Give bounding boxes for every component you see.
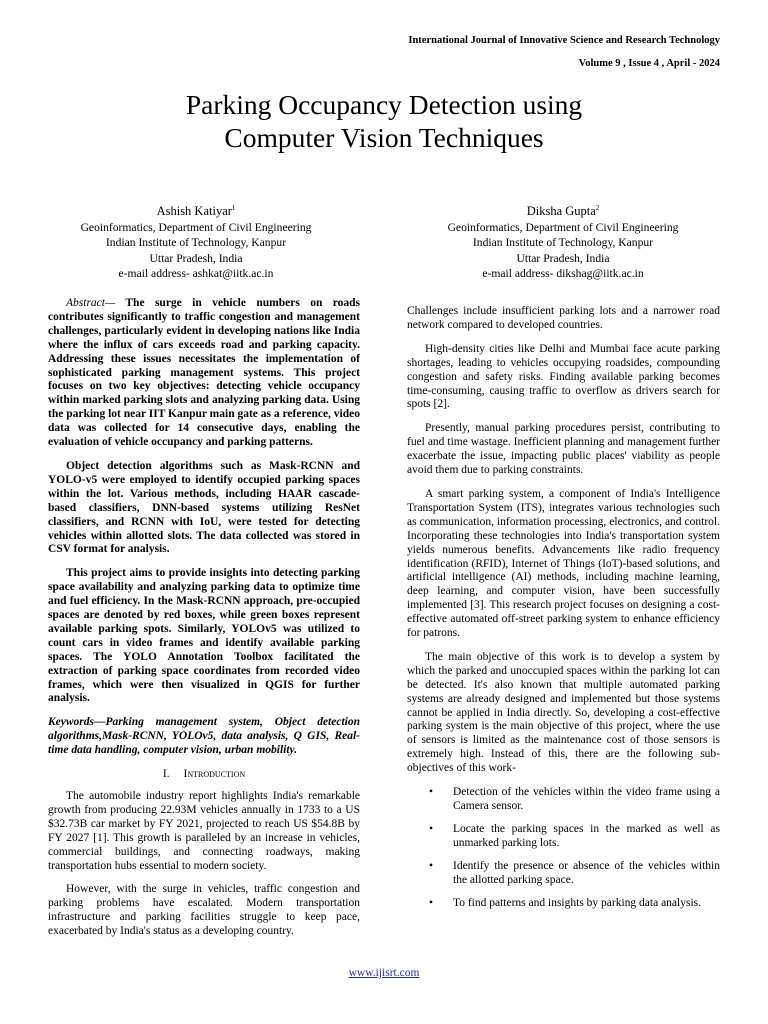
bullet-icon: •	[429, 859, 434, 872]
list-item	[407, 823, 720, 851]
bullet-icon: •	[429, 822, 434, 835]
author-name-text: Ashish Katiyar	[156, 204, 232, 218]
list-item-text: Locate the parking spaces in the marked as well as unmarked parking lots.	[453, 822, 720, 849]
keywords	[48, 716, 360, 758]
abstract-label: Abstract—	[66, 297, 116, 309]
abstract-paragraph-3: This project aims to provide insights into detecting parking space availability and analyzing parking data to optimize time and fuel efficiency. In the Mask-RCNN approach, pre-occupied spaces are denoted by red boxes, while green boxes represent available parking spots. Similarly, YOLOv5 was utilized to count cars in video frames and identify available parking spaces. The YOLO Annotation Toolbox facilitated the extraction of parking space coordinates from recorded video frames, which were then visualized in QGIS for further analysis.	[48, 567, 360, 705]
body-paragraph-3: A smart parking system, a component of India's Intelligence Transportation System (ITS), integrates various technologies such as communication, information processing, electronics, and control. Incorporating these technologies into India's transportation system yields numerous benefits. Advancements like radio frequency identification (RFID), Internet of Things (IoT)-based solutions, and artificial intelligence (AI) methods, including machine learning, deep learning, and computer vision, have been successfully implemented [3]. This research project focuses on designing a cost-effective automated off-street parking system to enhance efficiency for patrons.	[407, 487, 720, 640]
author-name	[48, 204, 344, 220]
intro-paragraph-1: The automobile industry report highlights India's remarkable growth from producing 22.93M vehicles annually in 1733 to a US $32.73B car market by FY 2021, projected to reach US $54.8B by FY 2027 [1]. This growth is paralleled by an increase in vehicles, commercial buildings, and connecting roadways, making transportation hubs essential to modern society.	[48, 790, 360, 872]
abstract-paragraph-2: Object detection algorithms such as Mask-RCNN and YOLO-v5 were employed to identify occupied parking spaces within the lot. Various methods, including HAAR cascade-based classifiers, DNN-based systems utilizing ResNet classifiers, and RCNN with IoU, were tested for detecting vehicles within allotted slots. The data collected was stored in CSV format for analysis.	[48, 459, 360, 556]
intro-paragraph-2: However, with the surge in vehicles, traffic congestion and parking problems have escalated. Modern transportation infrastructure and parking facilities struggle to keep pace, exacerbated by India's status as a developing country.	[48, 883, 360, 938]
left-column	[48, 297, 360, 949]
author-institute: Indian Institute of Technology, Kanpur	[472, 236, 654, 249]
author-institute: Indian Institute of Technology, Kanpur	[105, 236, 287, 249]
list-item-text: Identify the presence or absence of the vehicles within the allotted parking space.	[453, 859, 720, 886]
keywords-text: Parking management system, Object detection algorithms,Mask-RCNN, YOLOv5, data analysis, Q GIS, Real-time data handling, computer vision, urban mobility.	[48, 716, 360, 757]
author-superscript: 2	[595, 203, 600, 212]
section-number: I.	[162, 768, 170, 781]
section-title: Introduction	[183, 768, 246, 781]
list-item	[407, 860, 720, 888]
list-item	[407, 897, 720, 911]
volume-issue: Volume 9 , Issue 4 , April - 2024	[578, 58, 720, 69]
author-department: Geoinformatics, Department of Civil Engineering	[80, 220, 312, 234]
body-paragraph-2: Presently, manual parking procedures persist, contributing to fuel and time wastage. Inefficient planning and management further exacerbate the issue, impacting public places' viability as people avoid them due to parking constraints.	[407, 422, 720, 477]
author-superscript: 1	[231, 203, 236, 212]
bullet-icon: •	[429, 786, 434, 799]
author-block-2	[398, 204, 728, 282]
list-item-text: To find patterns and insights by parking data analysis.	[453, 896, 701, 909]
author-department: Geoinformatics, Department of Civil Engineering	[447, 220, 679, 234]
journal-website-link[interactable]: www.ijisrt.com	[348, 967, 420, 979]
author-name-text: Diksha Gupta	[526, 204, 596, 218]
paper-title-line1: Parking Occupancy Detection using	[185, 89, 583, 120]
journal-name: International Journal of Innovative Science and Research Technology	[408, 35, 720, 46]
page-footer	[0, 967, 768, 979]
author-email: e-mail address- ashkat@iitk.ac.in	[118, 267, 274, 280]
section-heading-introduction	[48, 768, 360, 782]
keywords-label: Keywords—	[48, 716, 106, 729]
paper-title-line2: Computer Vision Techniques	[224, 122, 544, 153]
right-column	[407, 305, 720, 919]
author-location: Uttar Pradesh, India	[516, 251, 610, 265]
body-paragraph-0: Challenges include insufficient parking lots and a narrower road network compared to developed countries.	[407, 305, 720, 331]
list-item	[407, 786, 720, 814]
author-email: e-mail address- dikshag@iitk.ac.in	[482, 267, 644, 280]
objectives-list	[407, 786, 720, 910]
author-location: Uttar Pradesh, India	[149, 251, 243, 265]
abstract-text: The surge in vehicle numbers on roads contributes significantly to traffic congestion and management challenges, particularly evident in developing nations like India where the influx of cars exceeds road and parking capacity. Addressing these issues necessitates the implementation of sophisticated parking management systems. This project focuses on two key objectives: detecting vehicle occupancy within marked parking slots and analyzing parking data. Using the parking lot near IIT Kanpur main gate as a reference, video data was collected for 14 consecutive days, enabling the evaluation of vehicle occupancy and parking patterns.	[48, 297, 360, 449]
paper-title	[0, 88, 768, 154]
bullet-icon: •	[429, 896, 434, 909]
author-name	[398, 204, 728, 220]
list-item-text: Detection of the vehicles within the video frame using a Camera sensor.	[453, 786, 720, 812]
author-block-1	[48, 204, 344, 282]
body-paragraph-4: The main objective of this work is to develop a system by which the parked and unoccupied spaces within the parking lot can be detected. It's also known that multiple automated parking systems are already designed and implemented but those systems cannot be applied in India directly. So, developing a cost-effective parking system is the main objective of this project, where the use of sensors is limited as the maintenance cost of those sensors is extremely high. Instead of this, there are the following sub-objectives of this work-	[407, 650, 720, 775]
abstract-paragraph-1	[48, 297, 360, 450]
body-paragraph-1: High-density cities like Delhi and Mumbai face acute parking shortages, leading to vehicles occupying roadsides, compounding congestion and safety risks. Finding available parking becomes time-consuming, causing traffic to overflow as drivers search for spots [2].	[407, 342, 720, 411]
